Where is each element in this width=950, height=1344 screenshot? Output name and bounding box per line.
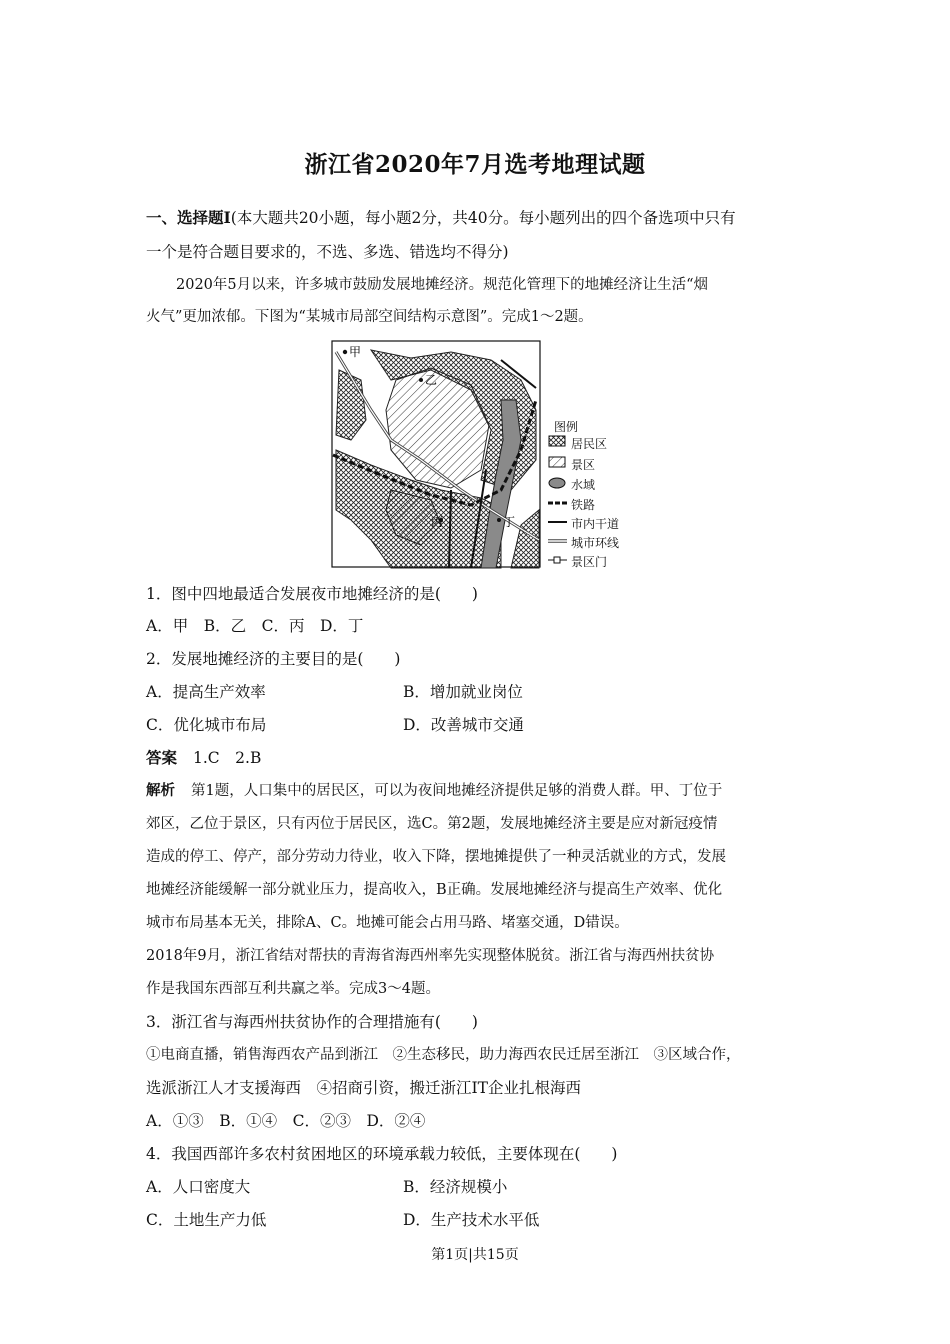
section-text-1: (本大题共20小题，每小题2分，共40分。每小题列出的四个备选项中只有	[230, 209, 736, 227]
intro2-line1: 2018年9月，浙江省结对帮扶的青海省海西州率先实现整体脱贫。浙江省与海西州扶贫协	[146, 948, 715, 964]
q3-line2: 选派浙江人才支援海西 ④招商引资，搬迁浙江IT企业扎根海西	[146, 1079, 581, 1097]
point-yi	[419, 378, 423, 382]
analysis-line2: 郊区，乙位于景区，只有丙位于居民区，选C。第2题，发展地摊经济主要是应对新冠疫情	[146, 816, 718, 832]
q2-option-a: A．提高生产效率	[146, 683, 266, 701]
legend-symbol-gate	[554, 557, 560, 563]
legend-item-ring-road: 城市环线	[571, 536, 620, 550]
section-text-2: 一个是符合题目要求的，不选、多选、错选均不得分)	[146, 243, 509, 261]
section-header	[146, 206, 736, 228]
answer-label: 答案	[146, 748, 178, 767]
analysis-label: 解析	[146, 782, 175, 799]
point-ding	[497, 518, 501, 522]
legend-title: 图例	[554, 420, 579, 434]
label-yi: 乙	[425, 373, 438, 387]
analysis-line4: 地摊经济能缓解一部分就业压力，提高收入，B正确。发展地摊经济与提高生产效率、优化	[146, 882, 723, 898]
q4-option-a: A．人口密度大	[146, 1178, 251, 1196]
label-bing: 丙	[431, 515, 444, 529]
q2-option-d: D．改善城市交通	[403, 716, 524, 734]
legend-item-residential: 居民区	[571, 437, 608, 451]
q2-stem: 2．发展地摊经济的主要目的是( )	[146, 650, 401, 668]
q1-options: A．甲 B．乙 C．丙 D．丁	[146, 617, 364, 635]
legend-symbol-water	[549, 478, 565, 488]
q3-options: A．①③ B．①④ C．②③ D．②④	[146, 1112, 426, 1130]
legend-item-gate: 景区门	[571, 555, 608, 569]
legend-item-main-road: 市内干道	[571, 517, 620, 531]
q4-option-b: B．经济规模小	[403, 1178, 508, 1196]
analysis-line1-row	[146, 779, 722, 800]
legend-symbol-scenic	[549, 457, 565, 467]
label-ding: 丁	[503, 515, 516, 529]
q2-option-b: B．增加就业岗位	[403, 683, 523, 701]
q2-option-c: C．优化城市布局	[146, 716, 267, 734]
q4-option-d: D．生产技术水平低	[403, 1211, 540, 1229]
intro1-line2: 火气”更加浓郁。下图为“某城市局部空间结构示意图”。完成1～2题。	[146, 309, 593, 325]
city-structure-map	[331, 340, 631, 570]
point-jia	[343, 350, 347, 354]
q4-stem: 4．我国西部许多农村贫困地区的环境承载力较低，主要体现在( )	[146, 1145, 618, 1163]
answer	[146, 746, 261, 768]
legend-item-railway: 铁路	[571, 498, 596, 512]
legend-item-scenic: 景区	[571, 458, 596, 472]
analysis-line1: 第1题，人口集中的居民区，可以为夜间地摊经济提供足够的消费人群。甲、丁位于	[191, 783, 723, 799]
section-label: 一、选择题Ⅰ	[146, 208, 231, 227]
analysis-line5: 城市布局基本无关，排除A、C。地摊可能会占用马路、堵塞交通，D错误。	[146, 915, 629, 931]
q4-option-c: C．土地生产力低	[146, 1211, 267, 1229]
label-jia: 甲	[349, 345, 362, 359]
analysis-line3: 造成的停工、停产，部分劳动力待业，收入下降，摆地摊提供了一种灵活就业的方式，发展	[146, 849, 726, 865]
q1-stem: 1．图中四地最适合发展夜市地摊经济的是( )	[146, 585, 478, 603]
q3-line1: ①电商直播，销售海西农产品到浙江 ②生态移民，助力海西农民迁居至浙江 ③区域合作，	[146, 1047, 741, 1063]
intro2-line2: 作是我国东西部互利共赢之举。完成3～4题。	[146, 981, 440, 997]
page-title: 浙江省2020年7月选考地理试题	[304, 151, 646, 178]
q3-stem: 3．浙江省与海西州扶贫协作的合理措施有( )	[146, 1013, 478, 1031]
legend-item-water: 水域	[571, 478, 596, 492]
legend-symbol-residential	[549, 436, 565, 446]
intro1-line1: 2020年5月以来，许多城市鼓励发展地摊经济。规范化管理下的地摊经济让生活“烟	[176, 277, 709, 293]
answer-text: 1.C 2.B	[193, 749, 262, 767]
page-footer: 第1页|共15页	[431, 1247, 519, 1263]
